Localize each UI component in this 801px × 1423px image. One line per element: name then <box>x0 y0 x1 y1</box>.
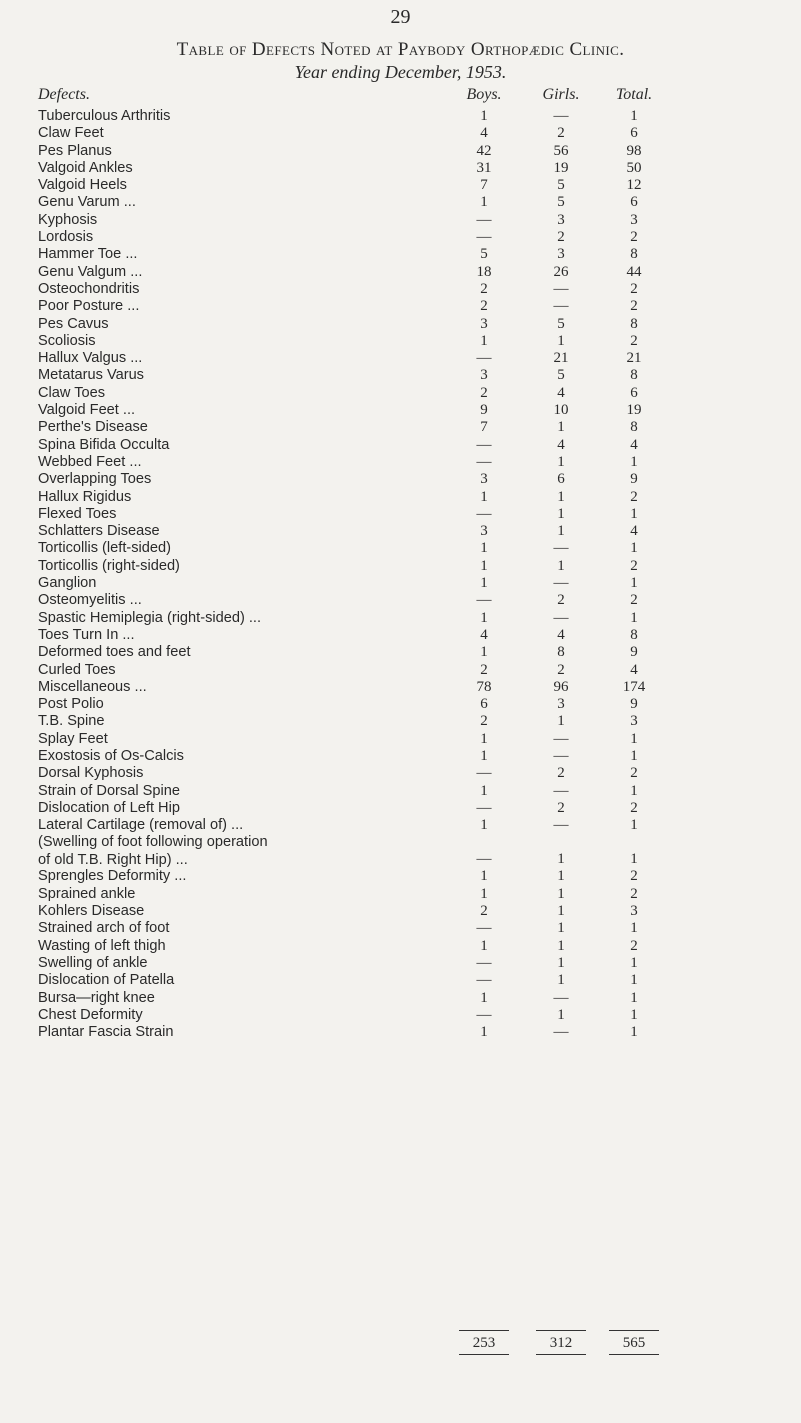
defect-label: Overlapping Toes <box>38 471 152 488</box>
defect-label: Lordosis <box>38 229 94 246</box>
defect-label: Lateral Cartilage (removal of) ... <box>38 817 244 834</box>
total-count: 3 <box>630 713 638 730</box>
girls-count: 96 <box>553 678 569 695</box>
defect-label: Deformed toes and feet <box>38 644 191 661</box>
defect-label: Toes Turn In ... <box>38 626 135 643</box>
girls-count: 3 <box>557 696 565 713</box>
defect-label: Genu Varum ... <box>38 194 136 211</box>
total-all: 565 <box>609 1330 659 1355</box>
girls-count: — <box>553 782 569 799</box>
total-count: 9 <box>630 644 638 661</box>
column-headers <box>0 86 801 108</box>
girls-count: 1 <box>557 868 565 885</box>
total-count: 1 <box>630 453 638 470</box>
boys-count: 1 <box>480 332 488 349</box>
girls-count: 21 <box>553 350 569 367</box>
total-count: 4 <box>630 661 638 678</box>
defect-label: Poor Posture ... <box>38 298 140 315</box>
boys-count: 5 <box>480 246 488 263</box>
girls-count: 1 <box>557 523 565 540</box>
total-count: 2 <box>630 868 638 885</box>
boys-count: 7 <box>480 419 488 436</box>
table-row <box>0 920 801 937</box>
boys-count: 2 <box>480 903 488 920</box>
defect-label: (Swelling of foot following operation of old T.B. Right Hip) ... <box>38 834 268 868</box>
girls-count: — <box>553 298 569 315</box>
table-row <box>0 143 801 160</box>
table-row <box>0 385 801 402</box>
table-row <box>0 316 801 333</box>
header-boys: Boys. <box>466 86 502 103</box>
boys-count: 3 <box>480 471 488 488</box>
table-row <box>0 817 801 834</box>
page-number: 29 <box>390 6 411 28</box>
table-row <box>0 194 801 211</box>
total-count: 1 <box>630 1006 638 1023</box>
table-row <box>0 990 801 1007</box>
boys-count: 1 <box>480 989 488 1006</box>
boys-count: 1 <box>480 194 488 211</box>
table-row <box>0 644 801 661</box>
total-count: 1 <box>630 851 638 868</box>
defects-table-body <box>0 108 801 1041</box>
table-row <box>0 350 801 367</box>
girls-count: 1 <box>557 885 565 902</box>
header-defects: Defects. <box>38 86 90 103</box>
girls-count: 10 <box>553 402 569 419</box>
total-count: 8 <box>630 246 638 263</box>
girls-count: 4 <box>557 384 565 401</box>
defect-label: Valgoid Feet ... <box>38 402 136 419</box>
boys-count: — <box>476 229 492 246</box>
girls-count: — <box>553 817 569 834</box>
girls-count: 3 <box>557 246 565 263</box>
defect-label: Torticollis (right-sided) <box>38 557 180 574</box>
boys-count: — <box>476 765 492 782</box>
defect-label: Miscellaneous ... <box>38 678 147 695</box>
total-count: 1 <box>630 575 638 592</box>
boys-count: 1 <box>480 609 488 626</box>
defect-label: Kohlers Disease <box>38 903 145 920</box>
boys-count: 1 <box>480 575 488 592</box>
total-count: 98 <box>626 142 642 159</box>
girls-count: 26 <box>553 263 569 280</box>
table-row <box>0 540 801 557</box>
boys-count: — <box>476 350 492 367</box>
boys-count: 4 <box>480 125 488 142</box>
total-boys: 253 <box>459 1330 509 1355</box>
girls-count: — <box>553 280 569 297</box>
girls-count: 1 <box>557 557 565 574</box>
girls-count: — <box>553 747 569 764</box>
boys-count: 1 <box>480 644 488 661</box>
total-count: 1 <box>630 954 638 971</box>
table-row <box>0 471 801 488</box>
boys-count: 1 <box>480 817 488 834</box>
table-row <box>0 627 801 644</box>
total-count: 174 <box>622 678 646 695</box>
defect-label: Sprained ankle <box>38 885 136 902</box>
boys-count: 18 <box>476 263 492 280</box>
total-count: 9 <box>630 696 638 713</box>
boys-count: 1 <box>480 747 488 764</box>
boys-count: 3 <box>480 523 488 540</box>
defect-label: Pes Cavus <box>38 315 109 332</box>
defect-label: Genu Valgum ... <box>38 263 143 280</box>
defect-label: Valgoid Ankles <box>38 159 133 176</box>
table-row <box>0 679 801 696</box>
defect-label: Bursa—right knee <box>38 989 155 1006</box>
girls-count: 1 <box>557 505 565 522</box>
table-row <box>0 783 801 800</box>
defect-label: Sprengles Deformity ... <box>38 868 187 885</box>
table-row <box>0 610 801 627</box>
girls-count: — <box>553 540 569 557</box>
boys-count: 1 <box>480 488 488 505</box>
table-row <box>0 419 801 436</box>
total-count: 12 <box>626 177 642 194</box>
total-count: 2 <box>630 332 638 349</box>
total-count: 6 <box>630 125 638 142</box>
girls-count: 1 <box>557 713 565 730</box>
girls-count: 4 <box>557 626 565 643</box>
girls-count: — <box>553 609 569 626</box>
girls-count: 1 <box>557 937 565 954</box>
boys-count: 2 <box>480 298 488 315</box>
defect-label: Metatarus Varus <box>38 367 144 384</box>
table-row <box>0 765 801 782</box>
boys-count: — <box>476 211 492 228</box>
girls-count: 2 <box>557 765 565 782</box>
total-count: 1 <box>630 609 638 626</box>
total-girls: 312 <box>536 1330 586 1355</box>
table-row <box>0 592 801 609</box>
defect-label: Hammer Toe ... <box>38 246 138 263</box>
table-subtitle: Year ending December, 1953. <box>294 62 507 82</box>
total-count: 1 <box>630 747 638 764</box>
boys-count: — <box>476 505 492 522</box>
defect-label: Pes Planus <box>38 142 112 159</box>
girls-count: 1 <box>557 453 565 470</box>
total-count: 1 <box>630 108 638 124</box>
total-count: 3 <box>630 903 638 920</box>
girls-count: 5 <box>557 194 565 211</box>
defect-label: Swelling of ankle <box>38 954 148 971</box>
girls-count: 1 <box>557 1006 565 1023</box>
total-count: 3 <box>630 211 638 228</box>
boys-count: — <box>476 851 492 868</box>
total-count: 44 <box>626 263 642 280</box>
total-count: 21 <box>626 350 642 367</box>
table-row <box>0 281 801 298</box>
defect-label: Curled Toes <box>38 661 116 678</box>
boys-count: 2 <box>480 384 488 401</box>
girls-count: — <box>553 575 569 592</box>
table-row <box>0 748 801 765</box>
table-row <box>0 523 801 540</box>
girls-count: 5 <box>557 367 565 384</box>
boys-count: 1 <box>480 885 488 902</box>
totals-row <box>0 1330 801 1360</box>
table-row <box>0 264 801 281</box>
defect-label: Claw Toes <box>38 384 106 401</box>
header-total: Total. <box>615 86 653 103</box>
boys-count: 1 <box>480 1024 488 1041</box>
defect-label: Claw Feet <box>38 125 104 142</box>
boys-count: 3 <box>480 367 488 384</box>
boys-count: 2 <box>480 713 488 730</box>
table-row <box>0 972 801 989</box>
table-row <box>0 955 801 972</box>
defect-label: Splay Feet <box>38 730 108 747</box>
boys-count: — <box>476 436 492 453</box>
total-count: 2 <box>630 592 638 609</box>
boys-count: 1 <box>480 730 488 747</box>
table-row <box>0 125 801 142</box>
defect-label: Osteochondritis <box>38 280 140 297</box>
girls-count: 1 <box>557 488 565 505</box>
defect-label: Hallux Valgus ... <box>38 350 143 367</box>
girls-count: 1 <box>557 332 565 349</box>
girls-count: 4 <box>557 436 565 453</box>
total-count: 1 <box>630 1024 638 1041</box>
girls-count: 2 <box>557 661 565 678</box>
table-row <box>0 886 801 903</box>
boys-count: 2 <box>480 661 488 678</box>
table-row <box>0 506 801 523</box>
total-count: 8 <box>630 419 638 436</box>
table-row <box>0 1007 801 1024</box>
defect-label: Plantar Fascia Strain <box>38 1024 174 1041</box>
girls-count: 1 <box>557 903 565 920</box>
defect-label: Strained arch of foot <box>38 920 170 937</box>
boys-count: 1 <box>480 782 488 799</box>
table-row <box>0 402 801 419</box>
total-count: 2 <box>630 799 638 816</box>
girls-count: 1 <box>557 851 565 868</box>
total-count: 2 <box>630 937 638 954</box>
table-row <box>0 177 801 194</box>
boys-count: — <box>476 954 492 971</box>
boys-count: 2 <box>480 280 488 297</box>
table-row <box>0 367 801 384</box>
girls-count: 2 <box>557 592 565 609</box>
total-count: 2 <box>630 229 638 246</box>
defect-label: Osteomyelitis ... <box>38 592 142 609</box>
table-row <box>0 558 801 575</box>
table-row <box>0 731 801 748</box>
table-row <box>0 212 801 229</box>
defect-label: Ganglion <box>38 575 97 592</box>
total-count: 1 <box>630 972 638 989</box>
defect-label: Chest Deformity <box>38 1006 143 1023</box>
table-row <box>0 713 801 730</box>
boys-count: 42 <box>476 142 492 159</box>
boys-count: 4 <box>480 626 488 643</box>
table-row <box>0 868 801 885</box>
table-row <box>0 662 801 679</box>
girls-count: 2 <box>557 229 565 246</box>
girls-count: 19 <box>553 159 569 176</box>
defect-label: Schlatters Disease <box>38 523 160 540</box>
girls-count: 1 <box>557 954 565 971</box>
total-count: 19 <box>626 402 642 419</box>
table-row <box>0 903 801 920</box>
defect-label: Exostosis of Os-Calcis <box>38 747 184 764</box>
total-count: 2 <box>630 557 638 574</box>
defect-label: Wasting of left thigh <box>38 937 166 954</box>
defect-label: Flexed Toes <box>38 505 117 522</box>
defect-label: Strain of Dorsal Spine <box>38 782 180 799</box>
table-row <box>0 834 801 868</box>
girls-count: — <box>553 730 569 747</box>
defect-label: Valgoid Heels <box>38 177 127 194</box>
table-row <box>0 696 801 713</box>
table-row <box>0 229 801 246</box>
boys-count: 78 <box>476 678 492 695</box>
table-row <box>0 489 801 506</box>
boys-count: — <box>476 972 492 989</box>
girls-count: — <box>553 1024 569 1041</box>
total-count: 4 <box>630 523 638 540</box>
total-count: 6 <box>630 384 638 401</box>
boys-count: — <box>476 799 492 816</box>
defect-label: Webbed Feet ... <box>38 453 142 470</box>
table-row <box>0 575 801 592</box>
defect-label: Spina Bifida Occulta <box>38 436 170 453</box>
total-count: 1 <box>630 540 638 557</box>
girls-count: 1 <box>557 920 565 937</box>
defect-label: Kyphosis <box>38 211 98 228</box>
total-count: 50 <box>626 159 642 176</box>
total-count: 1 <box>630 817 638 834</box>
girls-count: 3 <box>557 211 565 228</box>
girls-count: 5 <box>557 315 565 332</box>
boys-count: 3 <box>480 315 488 332</box>
girls-count: 8 <box>557 644 565 661</box>
table-row <box>0 298 801 315</box>
girls-count: 2 <box>557 799 565 816</box>
defect-label: Spastic Hemiplegia (right-sided) ... <box>38 609 262 626</box>
total-count: 2 <box>630 765 638 782</box>
girls-count: 2 <box>557 125 565 142</box>
defect-label: Scoliosis <box>38 332 96 349</box>
table-row <box>0 1024 801 1041</box>
total-count: 2 <box>630 280 638 297</box>
boys-count: 31 <box>476 159 492 176</box>
total-count: 2 <box>630 298 638 315</box>
table-row <box>0 246 801 263</box>
total-count: 8 <box>630 367 638 384</box>
total-count: 2 <box>630 885 638 902</box>
defect-label: Torticollis (left-sided) <box>38 540 171 557</box>
boys-count: 6 <box>480 696 488 713</box>
boys-count: 1 <box>480 557 488 574</box>
boys-count: — <box>476 453 492 470</box>
total-count: 1 <box>630 782 638 799</box>
boys-count: 1 <box>480 540 488 557</box>
girls-count: — <box>553 108 569 124</box>
girls-count: 1 <box>557 972 565 989</box>
boys-count: 9 <box>480 402 488 419</box>
total-count: 1 <box>630 989 638 1006</box>
boys-count: 7 <box>480 177 488 194</box>
defect-label: T.B. Spine <box>38 713 105 730</box>
defect-label: Hallux Rigidus <box>38 488 132 505</box>
table-row <box>0 160 801 177</box>
boys-count: — <box>476 1006 492 1023</box>
total-count: 1 <box>630 505 638 522</box>
total-count: 8 <box>630 315 638 332</box>
boys-count: — <box>476 920 492 937</box>
total-count: 9 <box>630 471 638 488</box>
total-count: 1 <box>630 920 638 937</box>
header-girls: Girls. <box>542 86 580 103</box>
table-title: Table of Defects Noted at Paybody Orthopædic Clinic. <box>176 39 625 60</box>
total-count: 6 <box>630 194 638 211</box>
total-count: 2 <box>630 488 638 505</box>
table-row <box>0 800 801 817</box>
table-row <box>0 333 801 350</box>
girls-count: 6 <box>557 471 565 488</box>
girls-count: 5 <box>557 177 565 194</box>
defect-label: Dorsal Kyphosis <box>38 765 144 782</box>
girls-count: — <box>553 989 569 1006</box>
total-count: 8 <box>630 626 638 643</box>
boys-count: 1 <box>480 868 488 885</box>
table-row <box>0 108 801 125</box>
defect-label: Perthe's Disease <box>38 419 148 436</box>
girls-count: 1 <box>557 419 565 436</box>
total-count: 4 <box>630 436 638 453</box>
girls-count: 56 <box>553 142 569 159</box>
table-row <box>0 437 801 454</box>
defect-label: Post Polio <box>38 696 104 713</box>
table-row <box>0 454 801 471</box>
boys-count: 1 <box>480 937 488 954</box>
defect-label: Tuberculous Arthritis <box>38 108 171 124</box>
table-row <box>0 938 801 955</box>
defect-label: Dislocation of Patella <box>38 972 175 989</box>
total-count: 1 <box>630 730 638 747</box>
boys-count: 1 <box>480 108 488 124</box>
boys-count: — <box>476 592 492 609</box>
defect-label: Dislocation of Left Hip <box>38 799 180 816</box>
